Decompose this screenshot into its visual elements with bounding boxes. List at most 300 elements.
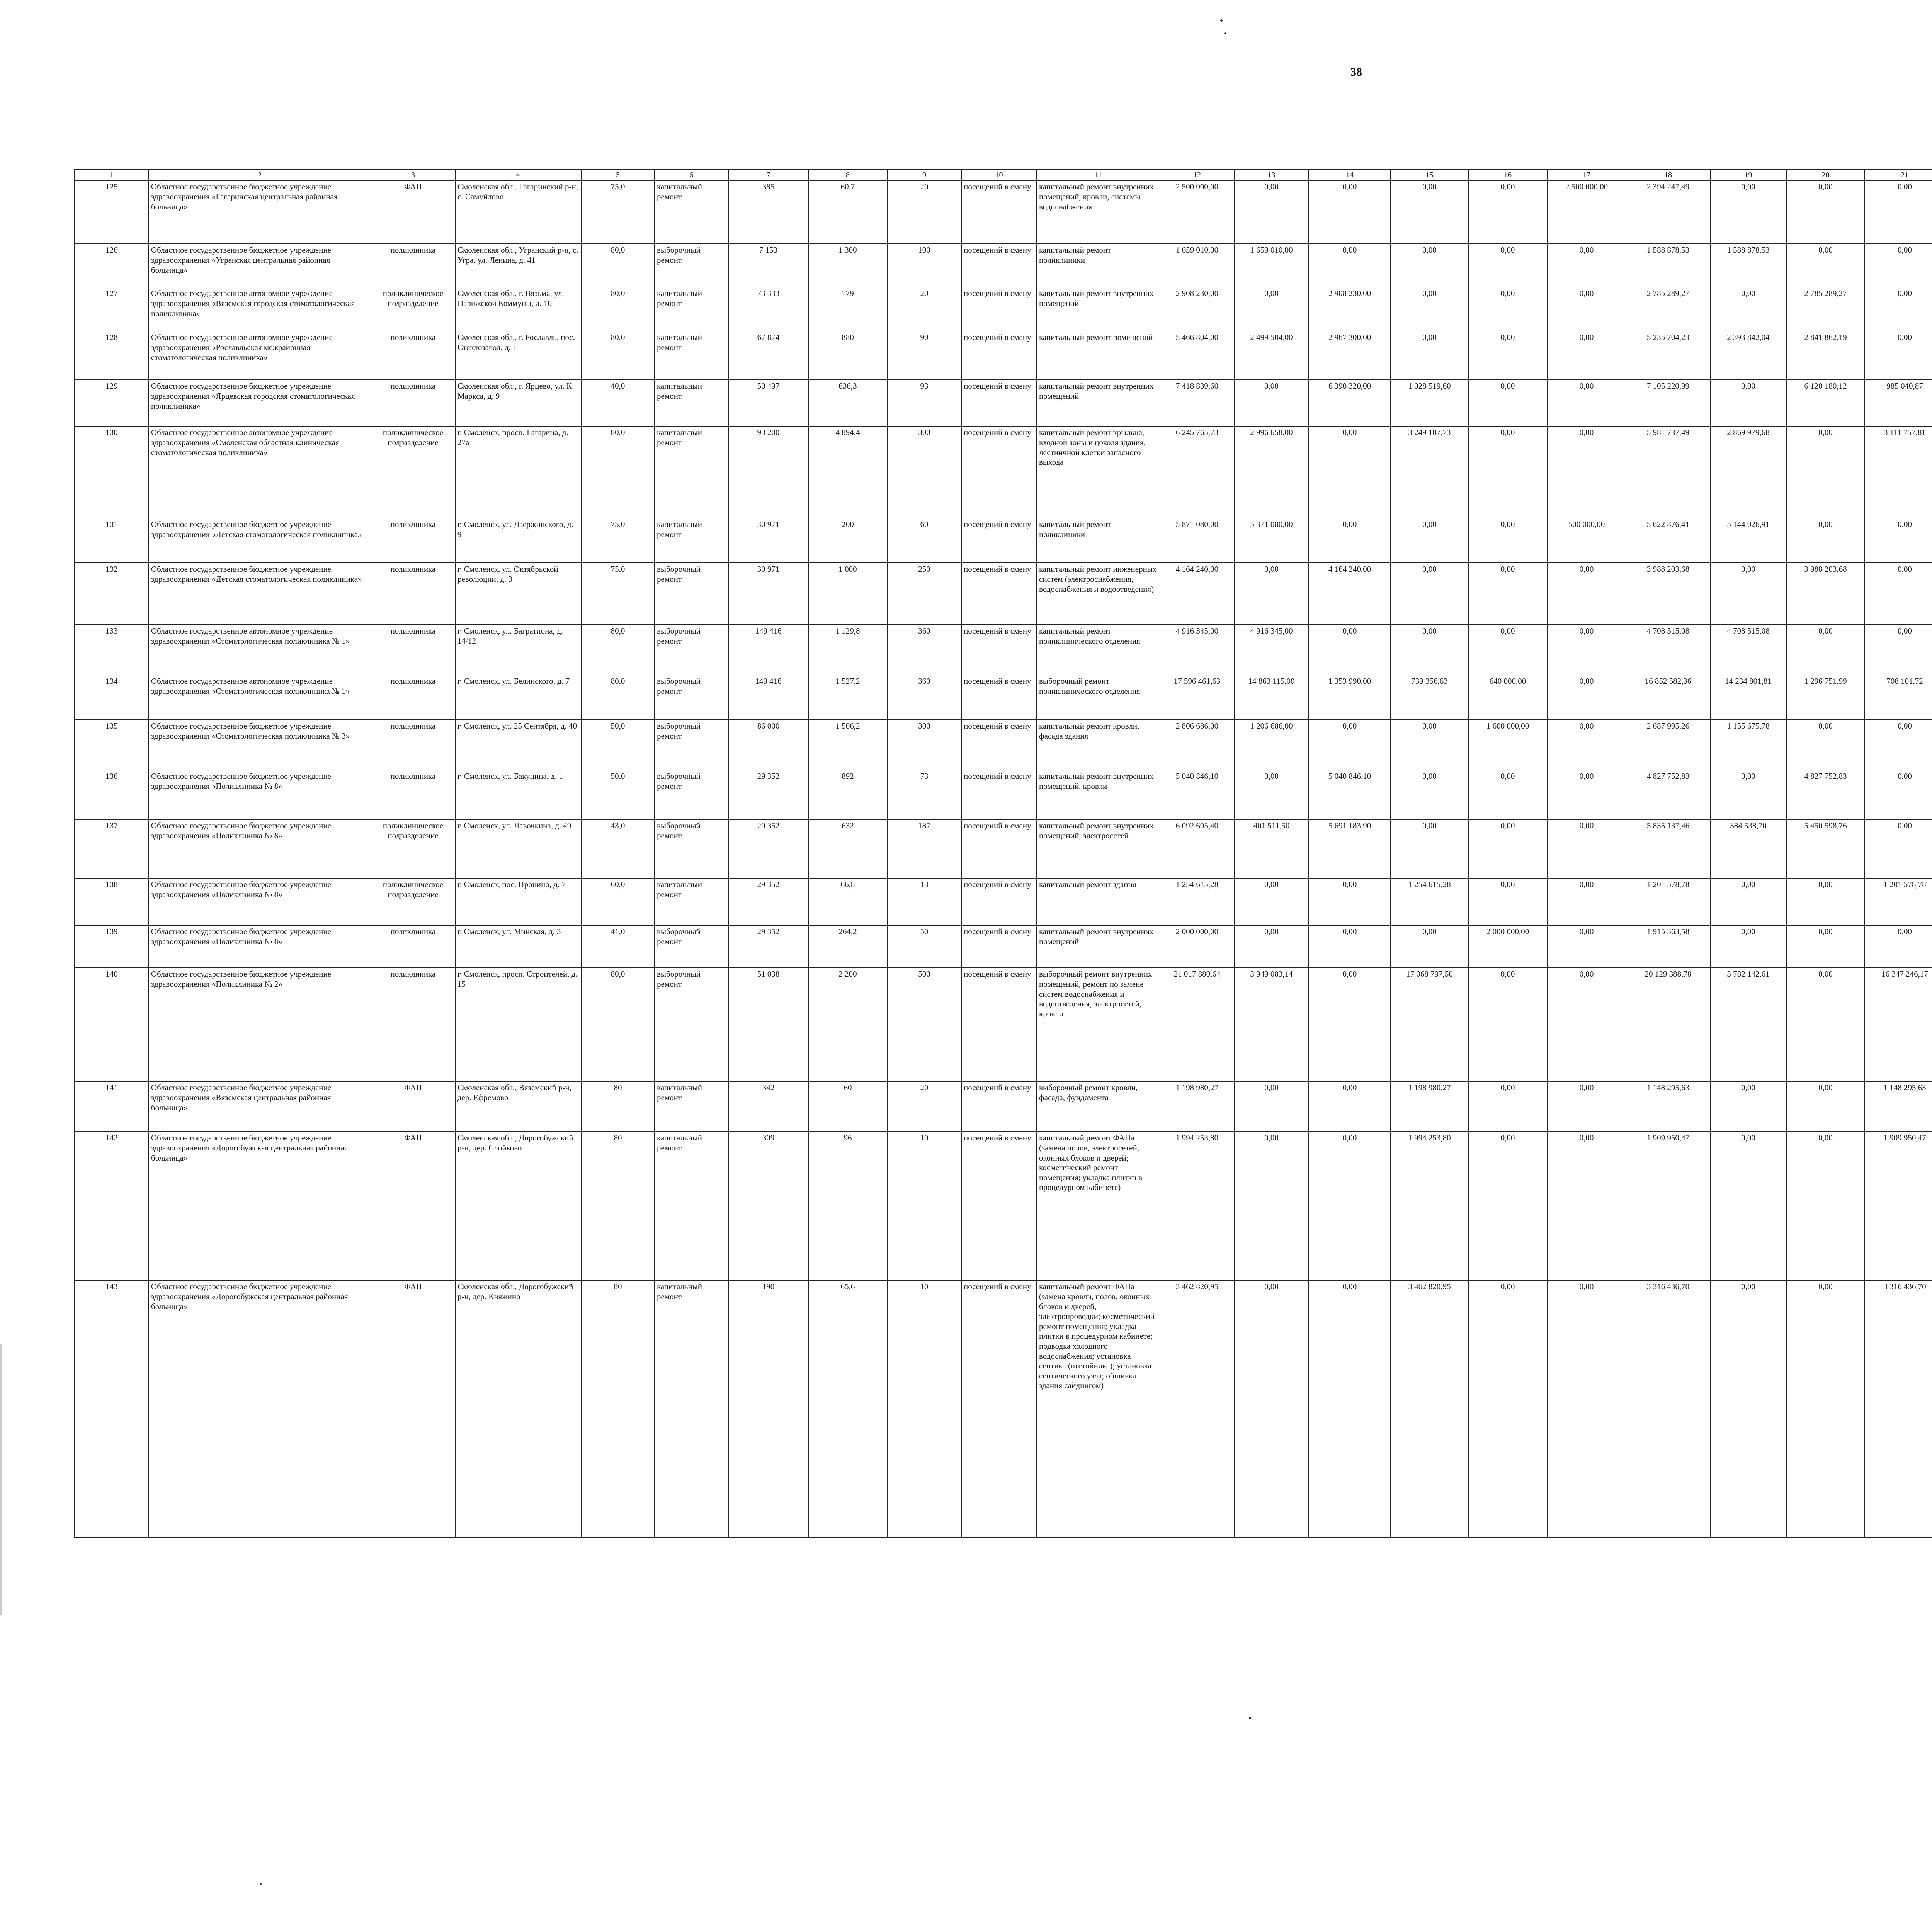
table-cell: капитальный ремонт: [655, 426, 728, 518]
table-cell: 40,0: [581, 380, 655, 426]
table-cell: 133: [75, 625, 149, 675]
table-cell: 80: [581, 1081, 655, 1132]
table-cell: г. Смоленск, ул. Багратиона, д. 14/12: [455, 625, 581, 675]
table-cell: 80: [581, 1280, 655, 1538]
table-cell: 0,00: [1547, 720, 1626, 770]
table-cell: 0,00: [1468, 244, 1547, 287]
table-cell: выборочный ремонт: [655, 563, 728, 625]
table-cell: 0,00: [1309, 625, 1391, 675]
table-cell: 0,00: [1309, 1280, 1391, 1538]
table-cell: 20: [887, 180, 961, 244]
table-cell: 0,00: [1547, 1081, 1626, 1132]
table-cell: 0,00: [1391, 287, 1468, 331]
table-cell: 0,00: [1309, 1132, 1391, 1280]
table-cell: 3 949 083,14: [1234, 968, 1309, 1081]
table-row: [75, 675, 1932, 720]
table-cell: посещений в смену: [961, 1132, 1037, 1280]
table-cell: 0,00: [1710, 925, 1786, 968]
table-cell: 51 038: [728, 968, 808, 1081]
table-cell: Смоленская обл., г. Рославль, пос. Стеклозавод, д. 1: [455, 331, 581, 380]
column-header: 21: [1865, 170, 1932, 180]
table-cell: Областное государственное автономное учреждение здравоохранения «Стоматологическая поликлиника № 1»: [149, 675, 371, 720]
column-header: 10: [961, 170, 1037, 180]
table-cell: 0,00: [1786, 925, 1865, 968]
table-cell: 128: [75, 331, 149, 380]
table-cell: капитальный ремонт крыльца, входной зоны и цоколя здания, лестничной клетки запасного выхода: [1037, 426, 1160, 518]
table-cell: 0,00: [1468, 287, 1547, 331]
table-cell: 0,00: [1710, 1081, 1786, 1132]
table-cell: 16 347 246,17: [1865, 968, 1932, 1081]
table-cell: 0,00: [1547, 878, 1626, 925]
table-cell: 1 198 980,27: [1160, 1081, 1234, 1132]
table-cell: 1 129,8: [808, 625, 887, 675]
table-cell: 0,00: [1865, 331, 1932, 380]
table-cell: 3 782 142,61: [1710, 968, 1786, 1081]
table-row: [75, 1081, 1932, 1132]
table-cell: 0,00: [1547, 563, 1626, 625]
table-cell: 136: [75, 770, 149, 819]
table-cell: капитальный ремонт внутренних помещений, кровли: [1037, 770, 1160, 819]
table-cell: 0,00: [1865, 287, 1932, 331]
table-body: [75, 170, 1932, 1538]
table-cell: 0,00: [1391, 819, 1468, 878]
table-cell: 0,00: [1710, 878, 1786, 925]
table-cell: 190: [728, 1280, 808, 1538]
table-cell: 125: [75, 180, 149, 244]
table-cell: 2 908 230,00: [1160, 287, 1234, 331]
table-cell: капитальный ремонт внутренних помещений: [1037, 380, 1160, 426]
table-cell: 0,00: [1468, 331, 1547, 380]
table-cell: 6 245 765,73: [1160, 426, 1234, 518]
table-cell: 5 235 704,23: [1626, 331, 1710, 380]
table-cell: 96: [808, 1132, 887, 1280]
table-cell: 5 981 737,49: [1626, 426, 1710, 518]
table-cell: 4 164 240,00: [1309, 563, 1391, 625]
table-cell: 0,00: [1309, 518, 1391, 563]
table-cell: 4 708 515,08: [1710, 625, 1786, 675]
table-cell: выборочный ремонт: [655, 968, 728, 1081]
table-cell: капитальный ремонт: [655, 518, 728, 563]
table-row: [75, 180, 1932, 244]
table-cell: г. Смоленск, ул. Белинского, д. 7: [455, 675, 581, 720]
table-cell: посещений в смену: [961, 244, 1037, 287]
table-cell: 0,00: [1234, 180, 1309, 244]
table-cell: 4 827 752,83: [1786, 770, 1865, 819]
table-cell: поликлиническое подразделение: [371, 287, 455, 331]
table-cell: поликлиника: [371, 770, 455, 819]
table-cell: 80,0: [581, 426, 655, 518]
table-cell: выборочный ремонт внутренних помещений, ремонт по замене систем водоснабжения и водоотведения, электросетей, кровли: [1037, 968, 1160, 1081]
table-cell: Смоленская обл., Вяземский р-н, дер. Ефремово: [455, 1081, 581, 1132]
table-cell: 0,00: [1865, 819, 1932, 878]
table-cell: капитальный ремонт кровли, фасада здания: [1037, 720, 1160, 770]
table-cell: посещений в смену: [961, 878, 1037, 925]
table-cell: г. Смоленск, просп. Строителей, д. 15: [455, 968, 581, 1081]
table-cell: капитальный ремонт: [655, 287, 728, 331]
table-cell: 2 200: [808, 968, 887, 1081]
table-cell: 73 333: [728, 287, 808, 331]
table-cell: 5 871 080,00: [1160, 518, 1234, 563]
column-header: 16: [1468, 170, 1547, 180]
table-cell: Смоленская обл., Дорогобужский р-н, дер. Княжино: [455, 1280, 581, 1538]
table-cell: поликлиническое подразделение: [371, 819, 455, 878]
table-cell: 43,0: [581, 819, 655, 878]
table-cell: 137: [75, 819, 149, 878]
table-cell: г. Смоленск, просп. Гагарина, д. 27а: [455, 426, 581, 518]
column-header: 20: [1786, 170, 1865, 180]
table-cell: 0,00: [1468, 1081, 1547, 1132]
table-cell: Областное государственное бюджетное учреждение здравоохранения «Детская стоматологическая поликлиника»: [149, 518, 371, 563]
table-cell: капитальный ремонт: [655, 331, 728, 380]
page-number: 38: [1350, 66, 1362, 78]
table-cell: г. Смоленск, ул. 25 Сентября, д. 40: [455, 720, 581, 770]
table-cell: 2 967 300,00: [1309, 331, 1391, 380]
table-cell: 0,00: [1786, 244, 1865, 287]
table-cell: 29 352: [728, 878, 808, 925]
table-cell: Смоленская обл., г. Вязьма, ул. Парижской Коммуны, д. 10: [455, 287, 581, 331]
table-cell: 0,00: [1547, 426, 1626, 518]
table-cell: 20: [887, 1081, 961, 1132]
table-cell: Областное государственное бюджетное учреждение здравоохранения «Вяземская центральная районная больница»: [149, 1081, 371, 1132]
table-cell: поликлиника: [371, 380, 455, 426]
table-cell: выборочный ремонт кровли, фасада, фундамента: [1037, 1081, 1160, 1132]
column-header: 1: [75, 170, 149, 180]
table-cell: 0,00: [1786, 720, 1865, 770]
table-cell: 14 863 115,00: [1234, 675, 1309, 720]
table-cell: 0,00: [1710, 1132, 1786, 1280]
table-cell: 0,00: [1468, 968, 1547, 1081]
table-cell: 1 155 675,78: [1710, 720, 1786, 770]
table-cell: 20: [887, 287, 961, 331]
table-cell: 2 785 289,27: [1626, 287, 1710, 331]
table-cell: Областное государственное бюджетное учреждение здравоохранения «Поликлиника № 2»: [149, 968, 371, 1081]
table-cell: капитальный ремонт: [655, 380, 728, 426]
table-cell: 0,00: [1547, 244, 1626, 287]
table-cell: 4 916 345,00: [1234, 625, 1309, 675]
table-cell: 129: [75, 380, 149, 426]
table-cell: 0,00: [1234, 287, 1309, 331]
table-cell: Областное государственное бюджетное учреждение здравоохранения «Ярцевская городская стоматологическая поликлиника»: [149, 380, 371, 426]
table-cell: 10: [887, 1280, 961, 1538]
table-cell: 0,00: [1309, 244, 1391, 287]
table-cell: 135: [75, 720, 149, 770]
table-cell: посещений в смену: [961, 287, 1037, 331]
column-header: 5: [581, 170, 655, 180]
table-cell: 5 040 846,10: [1309, 770, 1391, 819]
table-cell: 134: [75, 675, 149, 720]
table-cell: капитальный ремонт: [655, 878, 728, 925]
table-cell: 100: [887, 244, 961, 287]
table-cell: 66,8: [808, 878, 887, 925]
table-cell: 1 000: [808, 563, 887, 625]
table-cell: капитальный ремонт поликлинического отделения: [1037, 625, 1160, 675]
table-cell: г. Смоленск, ул. Лавочкина, д. 49: [455, 819, 581, 878]
table-cell: 5 040 846,10: [1160, 770, 1234, 819]
table-cell: 149 416: [728, 625, 808, 675]
table-cell: 21 017 880,64: [1160, 968, 1234, 1081]
table-cell: 80,0: [581, 287, 655, 331]
table-row: [75, 770, 1932, 819]
table-cell: 0,00: [1547, 287, 1626, 331]
table-row: [75, 968, 1932, 1081]
table-cell: капитальный ремонт помещений: [1037, 331, 1160, 380]
table-cell: 0,00: [1786, 1280, 1865, 1538]
table-cell: капитальный ремонт здания: [1037, 878, 1160, 925]
table-cell: 250: [887, 563, 961, 625]
table-cell: посещений в смену: [961, 770, 1037, 819]
table-cell: поликлиника: [371, 331, 455, 380]
table-cell: 143: [75, 1280, 149, 1538]
table-cell: капитальный ремонт внутренних помещений: [1037, 925, 1160, 968]
table-cell: 0,00: [1786, 968, 1865, 1081]
table-cell: капитальный ремонт внутренних помещений, электросетей: [1037, 819, 1160, 878]
table-cell: 0,00: [1865, 563, 1932, 625]
table-row: [75, 380, 1932, 426]
table-cell: 300: [887, 720, 961, 770]
table-cell: 1 148 295,63: [1865, 1081, 1932, 1132]
table-cell: 50: [887, 925, 961, 968]
table-cell: 138: [75, 878, 149, 925]
table-row: [75, 331, 1932, 380]
table-cell: 1 296 751,99: [1786, 675, 1865, 720]
table-cell: поликлиника: [371, 244, 455, 287]
table-cell: 3 316 436,70: [1865, 1280, 1932, 1538]
table-cell: 0,00: [1865, 720, 1932, 770]
table-cell: капитальный ремонт поликлиники: [1037, 244, 1160, 287]
table-cell: 60,0: [581, 878, 655, 925]
table-cell: посещений в смену: [961, 720, 1037, 770]
table-cell: 0,00: [1547, 819, 1626, 878]
table-cell: 30 971: [728, 518, 808, 563]
table-cell: 2 687 995,26: [1626, 720, 1710, 770]
table-cell: 140: [75, 968, 149, 1081]
table-cell: 1 659 010,00: [1160, 244, 1234, 287]
scan-speck: [1220, 19, 1223, 22]
table-cell: 80,0: [581, 331, 655, 380]
table-cell: 0,00: [1309, 925, 1391, 968]
table-cell: 0,00: [1786, 1132, 1865, 1280]
table-cell: 0,00: [1547, 968, 1626, 1081]
table-cell: 60: [887, 518, 961, 563]
table-cell: 30 971: [728, 563, 808, 625]
table-cell: 5 466 804,00: [1160, 331, 1234, 380]
table-cell: 139: [75, 925, 149, 968]
table-cell: 0,00: [1391, 244, 1468, 287]
table-cell: 1 206 686,00: [1234, 720, 1309, 770]
table-cell: 5 450 598,76: [1786, 819, 1865, 878]
scan-speck: [1249, 1717, 1251, 1719]
column-header: 8: [808, 170, 887, 180]
table-cell: выборочный ремонт: [655, 625, 728, 675]
table-cell: 0,00: [1710, 287, 1786, 331]
table-cell: 80,0: [581, 675, 655, 720]
table-cell: Областное государственное автономное учреждение здравоохранения «Стоматологическая поликлиника № 1»: [149, 625, 371, 675]
table-cell: 3 249 107,73: [1391, 426, 1468, 518]
table-cell: 1 588 878,53: [1710, 244, 1786, 287]
table-cell: 0,00: [1710, 563, 1786, 625]
table-cell: Областное государственное бюджетное учреждение здравоохранения «Стоматологическая поликлиника № 3»: [149, 720, 371, 770]
table-cell: 1 506,2: [808, 720, 887, 770]
table-cell: 0,00: [1234, 770, 1309, 819]
table-cell: 4 708 515,08: [1626, 625, 1710, 675]
table-cell: 0,00: [1468, 518, 1547, 563]
table-cell: выборочный ремонт: [655, 819, 728, 878]
table-cell: выборочный ремонт: [655, 675, 728, 720]
table-row: [75, 287, 1932, 331]
table-cell: 3 462 820,95: [1391, 1280, 1468, 1538]
table-cell: 3 988 203,68: [1786, 563, 1865, 625]
table-cell: 13: [887, 878, 961, 925]
table-cell: 5 691 183,90: [1309, 819, 1391, 878]
table-cell: 1 994 253,80: [1160, 1132, 1234, 1280]
table-cell: 0,00: [1391, 518, 1468, 563]
column-header: 15: [1391, 170, 1468, 180]
table-cell: капитальный ремонт: [655, 1132, 728, 1280]
table-cell: капитальный ремонт поликлиники: [1037, 518, 1160, 563]
table-cell: посещений в смену: [961, 518, 1037, 563]
table-cell: 4 827 752,83: [1626, 770, 1710, 819]
column-header: 19: [1710, 170, 1786, 180]
table-cell: 2 908 230,00: [1309, 287, 1391, 331]
table-cell: 0,00: [1391, 925, 1468, 968]
table-cell: 0,00: [1865, 518, 1932, 563]
table-cell: 0,00: [1234, 380, 1309, 426]
column-header: 14: [1309, 170, 1391, 180]
table-cell: 0,00: [1710, 380, 1786, 426]
table-cell: выборочный ремонт: [655, 770, 728, 819]
investment-table: [74, 169, 1932, 1538]
table-cell: Смоленская обл., Гагаринский р-н, с. Самуйлово: [455, 180, 581, 244]
table-cell: 0,00: [1547, 1132, 1626, 1280]
table-cell: 0,00: [1309, 1081, 1391, 1132]
table-cell: 342: [728, 1081, 808, 1132]
table-cell: 1 915 363,58: [1626, 925, 1710, 968]
table-cell: Областное государственное бюджетное учреждение здравоохранения «Детская стоматологическая поликлиника»: [149, 563, 371, 625]
scan-edge-mark: [0, 1344, 2, 1615]
table-cell: 2 499 504,00: [1234, 331, 1309, 380]
table-cell: 29 352: [728, 925, 808, 968]
table-cell: 5 835 137,46: [1626, 819, 1710, 878]
table-cell: 0,00: [1234, 1280, 1309, 1538]
table-cell: 90: [887, 331, 961, 380]
table-cell: г. Смоленск, ул. Дзержинского, д. 9: [455, 518, 581, 563]
column-header: 3: [371, 170, 455, 180]
table-cell: 0,00: [1391, 563, 1468, 625]
table-cell: 2 500 000,00: [1547, 180, 1626, 244]
table-cell: 640 000,00: [1468, 675, 1547, 720]
table-cell: ФАП: [371, 1280, 455, 1538]
table-cell: ФАП: [371, 1081, 455, 1132]
table-row: [75, 518, 1932, 563]
table-cell: посещений в смену: [961, 331, 1037, 380]
table-cell: Областное государственное бюджетное учреждение здравоохранения «Поликлиника № 8»: [149, 878, 371, 925]
table-cell: капитальный ремонт ФАПа (замена кровли, полов, оконных блоков и дверей, электропроводки; косметический ремонт помещения; укладка плитки в процедурном кабинете; подводка холодного водоснабжения; установка септика (отстойника); установка септического узла; обшивка здания сайдингом): [1037, 1280, 1160, 1538]
table-cell: поликлиника: [371, 563, 455, 625]
table-cell: 0,00: [1309, 180, 1391, 244]
table-cell: 0,00: [1309, 720, 1391, 770]
table-cell: посещений в смену: [961, 675, 1037, 720]
table-cell: 130: [75, 426, 149, 518]
table-cell: 0,00: [1309, 968, 1391, 1081]
table-cell: поликлиника: [371, 675, 455, 720]
table-cell: 141: [75, 1081, 149, 1132]
table-cell: 7 153: [728, 244, 808, 287]
table-cell: 1 600 000,00: [1468, 720, 1547, 770]
table-row: [75, 1280, 1932, 1538]
table-cell: 2 393 842,04: [1710, 331, 1786, 380]
table-cell: 0,00: [1234, 925, 1309, 968]
table-cell: 131: [75, 518, 149, 563]
table-cell: 0,00: [1391, 720, 1468, 770]
table-cell: 708 101,72: [1865, 675, 1932, 720]
table-cell: капитальный ремонт внутренних помещений, кровли, системы водоснабжения: [1037, 180, 1160, 244]
table-cell: 6 092 695,40: [1160, 819, 1234, 878]
table-cell: 0,00: [1391, 770, 1468, 819]
table-row: [75, 720, 1932, 770]
table-cell: поликлиника: [371, 720, 455, 770]
table-cell: 1 254 615,28: [1391, 878, 1468, 925]
table-cell: 4 894,4: [808, 426, 887, 518]
table-cell: 67 874: [728, 331, 808, 380]
table-cell: 86 000: [728, 720, 808, 770]
table-cell: 0,00: [1468, 180, 1547, 244]
column-header: 6: [655, 170, 728, 180]
table-cell: 2 000 000,00: [1468, 925, 1547, 968]
table-row: [75, 925, 1932, 968]
table-cell: 739 356,63: [1391, 675, 1468, 720]
table-cell: Смоленская обл., г. Ярцево, ул. К. Маркса, д. 9: [455, 380, 581, 426]
column-header: 7: [728, 170, 808, 180]
table-cell: посещений в смену: [961, 380, 1037, 426]
table-cell: капитальный ремонт инженерных систем (электроснабжения, водоснабжения и водоотведения): [1037, 563, 1160, 625]
table-cell: 3 462 820,95: [1160, 1280, 1234, 1538]
table-cell: 401 511,50: [1234, 819, 1309, 878]
table-cell: капитальный ремонт ФАПа (замена полов, электросетей, оконных блоков и дверей; косметический ремонт помещения; укладка плитки в процедурном кабинете): [1037, 1132, 1160, 1280]
table-cell: 126: [75, 244, 149, 287]
table-cell: 1 028 519,60: [1391, 380, 1468, 426]
table-cell: 2 996 658,00: [1234, 426, 1309, 518]
table-cell: 17 596 461,63: [1160, 675, 1234, 720]
table-cell: Областное государственное автономное учреждение здравоохранения «Вяземская городская стоматологическая поликлиника»: [149, 287, 371, 331]
table-cell: 93: [887, 380, 961, 426]
table-cell: 0,00: [1309, 878, 1391, 925]
table-cell: 0,00: [1547, 675, 1626, 720]
table-cell: 1 148 295,63: [1626, 1081, 1710, 1132]
table-cell: 16 852 582,36: [1626, 675, 1710, 720]
table-cell: Областное государственное автономное учреждение здравоохранения «Смоленская областная клиническая стоматологическая поликлиника»: [149, 426, 371, 518]
table-cell: посещений в смену: [961, 968, 1037, 1081]
column-header: 2: [149, 170, 371, 180]
table-cell: ФАП: [371, 1132, 455, 1280]
table-cell: 0,00: [1309, 426, 1391, 518]
table-cell: 50,0: [581, 770, 655, 819]
table-cell: 0,00: [1547, 925, 1626, 968]
table-cell: поликлиника: [371, 625, 455, 675]
table-cell: 80,0: [581, 968, 655, 1081]
table-cell: 892: [808, 770, 887, 819]
table-cell: 6 390 320,00: [1309, 380, 1391, 426]
table-cell: выборочный ремонт: [655, 720, 728, 770]
table-cell: посещений в смену: [961, 180, 1037, 244]
table-cell: 309: [728, 1132, 808, 1280]
table-cell: 0,00: [1468, 770, 1547, 819]
table-cell: 142: [75, 1132, 149, 1280]
table-cell: 50,0: [581, 720, 655, 770]
table-cell: г. Смоленск, ул. Минская, д. 3: [455, 925, 581, 968]
table-cell: 10: [887, 1132, 961, 1280]
table-cell: капитальный ремонт: [655, 1081, 728, 1132]
table-cell: 636,3: [808, 380, 887, 426]
